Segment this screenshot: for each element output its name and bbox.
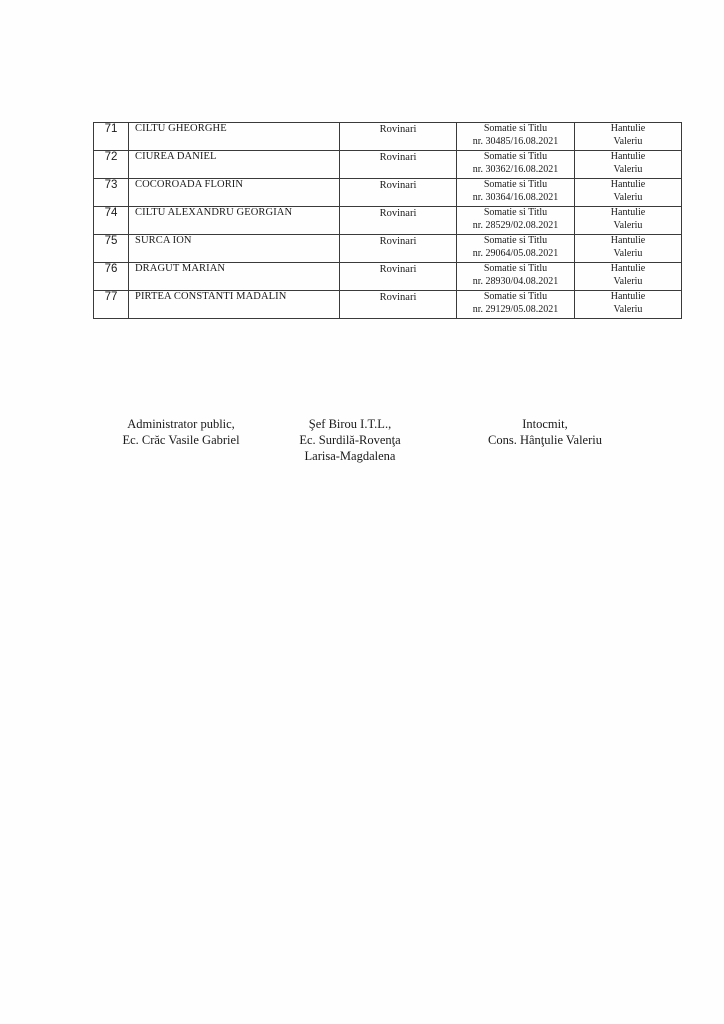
signature-name: Cons. Hânţulie Valeriu — [488, 433, 602, 447]
location-cell — [340, 235, 457, 263]
document-type: Somatie si Titlu — [483, 123, 548, 134]
records-table-body — [94, 123, 682, 319]
signature-name: Ec. Crăc Vasile Gabriel — [122, 433, 240, 447]
row-number: 77 — [104, 291, 118, 303]
responsible-cell — [575, 235, 682, 263]
signature-block-head-of-office — [270, 416, 430, 464]
debtor-name: COCOROADA FLORIN — [135, 179, 244, 190]
responsible-firstname: Valeriu — [613, 219, 643, 231]
responsible-surname: Hantulie — [610, 151, 646, 162]
location: Rovinari — [379, 236, 417, 247]
document-number: nr. 28529/02.08.2021 — [472, 219, 559, 231]
document-cell — [457, 291, 575, 319]
responsible-cell — [575, 179, 682, 207]
document-number: nr. 30364/16.08.2021 — [472, 191, 559, 203]
debtor-name: CILTU ALEXANDRU GEORGIAN — [135, 207, 293, 218]
debtor-name-cell — [129, 151, 340, 179]
debtor-name-cell — [129, 179, 340, 207]
table-row — [94, 123, 682, 151]
row-number: 72 — [104, 151, 118, 163]
document-type: Somatie si Titlu — [483, 263, 548, 274]
location: Rovinari — [379, 124, 417, 135]
responsible-surname: Hantulie — [610, 263, 646, 274]
signature-name: Ec. Surdilă-Rovenţa — [299, 433, 401, 447]
location: Rovinari — [379, 180, 417, 191]
location: Rovinari — [379, 264, 417, 275]
debtor-name: DRAGUT MARIAN — [135, 263, 226, 274]
document-type: Somatie si Titlu — [483, 207, 548, 218]
location-cell — [340, 123, 457, 151]
row-number-cell — [94, 179, 129, 207]
document-number: nr. 29129/05.08.2021 — [472, 303, 559, 315]
location-cell — [340, 179, 457, 207]
responsible-firstname: Valeriu — [613, 163, 643, 175]
row-number-cell — [94, 123, 129, 151]
responsible-surname: Hantulie — [610, 179, 646, 190]
debtor-name: CIUREA DANIEL — [135, 151, 217, 162]
signature-block-prepared-by — [460, 416, 630, 448]
debtor-name-cell — [129, 235, 340, 263]
responsible-cell — [575, 263, 682, 291]
document-number: nr. 29064/05.08.2021 — [472, 247, 559, 259]
responsible-firstname: Valeriu — [613, 275, 643, 287]
debtor-name: CILTU GHEORGHE — [135, 123, 227, 134]
signature-role: Administrator public, — [127, 417, 235, 431]
signature-role: Şef Birou I.T.L., — [308, 417, 392, 431]
row-number-cell — [94, 151, 129, 179]
document-type: Somatie si Titlu — [483, 291, 548, 302]
row-number-cell — [94, 207, 129, 235]
document-number: nr. 30485/16.08.2021 — [472, 135, 559, 147]
location: Rovinari — [379, 152, 417, 163]
location: Rovinari — [379, 292, 417, 303]
table-row — [94, 179, 682, 207]
row-number: 75 — [104, 235, 118, 247]
document-cell — [457, 151, 575, 179]
row-number-cell — [94, 235, 129, 263]
responsible-surname: Hantulie — [610, 235, 646, 246]
debtor-name: SURCA ION — [135, 235, 192, 246]
location-cell — [340, 291, 457, 319]
responsible-cell — [575, 291, 682, 319]
document-cell — [457, 207, 575, 235]
document-type: Somatie si Titlu — [483, 235, 548, 246]
responsible-cell — [575, 123, 682, 151]
table-row — [94, 151, 682, 179]
location-cell — [340, 207, 457, 235]
responsible-firstname: Valeriu — [613, 247, 643, 259]
responsible-firstname: Valeriu — [613, 191, 643, 203]
document-cell — [457, 263, 575, 291]
responsible-surname: Hantulie — [610, 207, 646, 218]
signature-name-continued: Larisa-Magdalena — [304, 449, 396, 463]
records-table — [93, 122, 682, 319]
table-row — [94, 291, 682, 319]
document-cell — [457, 123, 575, 151]
debtor-name: PIRTEA CONSTANTI MADALIN — [135, 291, 287, 302]
responsible-cell — [575, 207, 682, 235]
debtor-name-cell — [129, 207, 340, 235]
row-number: 74 — [104, 207, 118, 219]
row-number: 71 — [104, 123, 118, 135]
location-cell — [340, 263, 457, 291]
responsible-firstname: Valeriu — [613, 135, 643, 147]
responsible-surname: Hantulie — [610, 291, 646, 302]
document-type: Somatie si Titlu — [483, 179, 548, 190]
row-number-cell — [94, 291, 129, 319]
responsible-surname: Hantulie — [610, 123, 646, 134]
signature-block-administrator — [96, 416, 266, 448]
table-row — [94, 207, 682, 235]
responsible-cell — [575, 151, 682, 179]
row-number: 73 — [104, 179, 118, 191]
document-cell — [457, 235, 575, 263]
signature-role: Intocmit, — [522, 417, 568, 431]
row-number: 76 — [104, 263, 118, 275]
responsible-firstname: Valeriu — [613, 303, 643, 315]
location-cell — [340, 151, 457, 179]
document-cell — [457, 179, 575, 207]
document-number: nr. 30362/16.08.2021 — [472, 163, 559, 175]
debtor-name-cell — [129, 263, 340, 291]
location: Rovinari — [379, 208, 417, 219]
row-number-cell — [94, 263, 129, 291]
debtor-name-cell — [129, 291, 340, 319]
document-type: Somatie si Titlu — [483, 151, 548, 162]
debtor-name-cell — [129, 123, 340, 151]
document-number: nr. 28930/04.08.2021 — [472, 275, 559, 287]
table-row — [94, 235, 682, 263]
table-row — [94, 263, 682, 291]
